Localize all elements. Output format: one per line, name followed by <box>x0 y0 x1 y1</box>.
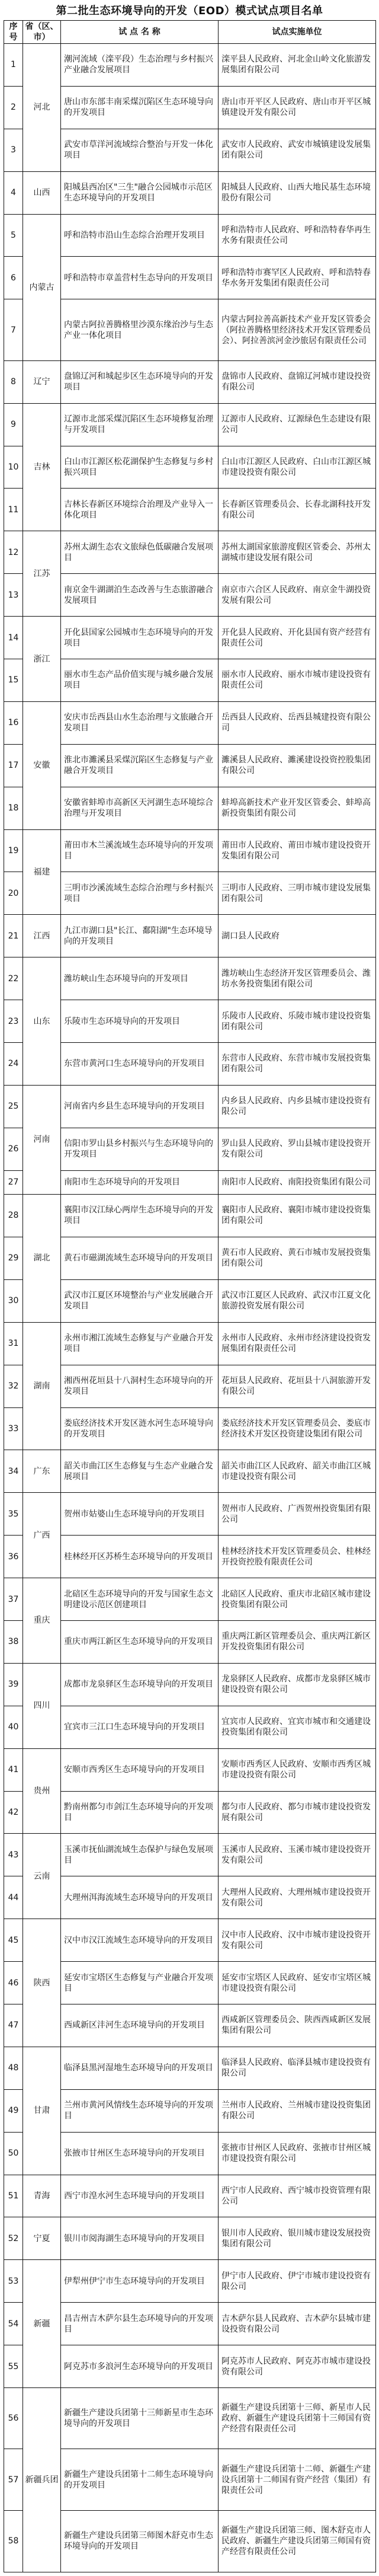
row-index: 8 <box>4 360 23 403</box>
row-index: 57 <box>4 2449 23 2510</box>
row-index: 16 <box>4 701 23 744</box>
row-index: 33 <box>4 1407 23 1450</box>
row-project-name: 吉林长春新区环境综合治理及产业导入一体化项目 <box>61 489 219 531</box>
row-project-name: 乐陵市生态环境导向的开发项目 <box>61 1000 219 1043</box>
row-index: 28 <box>4 1195 23 1237</box>
table-row <box>4 701 376 744</box>
row-index: 20 <box>4 872 23 915</box>
row-implementing-unit: 永州市人民政府、永州市经济建设投资发展集团有限责任公司 <box>219 1322 376 1365</box>
row-index: 45 <box>4 1919 23 1962</box>
row-province: 湖南 <box>23 1322 61 1450</box>
row-project-name: 开化县国家公园城市生态环境导向的开发项目 <box>61 617 219 659</box>
row-index: 22 <box>4 957 23 1000</box>
row-implementing-unit: 新疆生产建设兵团第十二师、新疆生产建设兵团第十二师国有资产经营（集团）有限责任公司 <box>219 2449 376 2510</box>
row-province: 贵州 <box>23 1748 61 1834</box>
row-index: 37 <box>4 1578 23 1621</box>
table-row <box>4 1450 376 1493</box>
table-row <box>4 829 376 872</box>
row-project-name: 安徽省蚌埠市高新区天河湖生态环境综合治理与开发项目 <box>61 787 219 829</box>
row-index: 10 <box>4 446 23 489</box>
row-implementing-unit: 辽源市人民政府、辽源绿色生态建设有限公司 <box>219 403 376 446</box>
row-project-name: 东营市黄河口生态环境导向的开发项目 <box>61 1043 219 1086</box>
row-project-name: 新疆生产建设兵团第三师图木舒克市生态环境导向的开发项目 <box>61 2510 219 2572</box>
row-index: 46 <box>4 1962 23 2004</box>
row-index: 41 <box>4 1748 23 1791</box>
row-implementing-unit: 汉中市人民政府、汉中市城市建设投资开发有限公司 <box>219 1919 376 1962</box>
table-row <box>4 403 376 446</box>
row-implementing-unit: 银川市人民政府、银川城市建设发展投资集团有限公司 <box>219 2217 376 2260</box>
row-project-name: 盘锦辽河和城起步区生态环境导向的开发项目 <box>61 360 219 403</box>
row-index: 9 <box>4 403 23 446</box>
page-title: 第二批生态环境导向的开发（EOD）模式试点项目名单 <box>56 5 323 17</box>
row-project-name: 三明市沙溪流域生态综合治理与乡村振兴项目 <box>61 872 219 915</box>
row-implementing-unit: 韶关市曲江区人民政府、韶关市曲江区城市建设投资有限公司 <box>219 1450 376 1493</box>
row-implementing-unit: 宜宾市人民政府、宜宾市城市和交通建设投资集团有限公司 <box>219 1706 376 1748</box>
row-project-name: 韶关市曲江区生态修复与生态产业融合发展项目 <box>61 1450 219 1493</box>
table-row <box>4 531 376 574</box>
row-province: 吉林 <box>23 403 61 531</box>
row-project-name: 阿克苏市多浪河生态环境导向的开发项目 <box>61 2345 219 2388</box>
row-province: 辽宁 <box>23 360 61 403</box>
row-province: 湖北 <box>23 1195 61 1323</box>
row-project-name: 兰州市黄河风情线生态环境导向的开发项目 <box>61 2089 219 2132</box>
row-implementing-unit: 玉溪市人民政府、玉溪市城市建设投资开发有限公司 <box>219 1834 376 1876</box>
row-project-name: 北碚区生态环境导向的开发与国家生态文明建设示范区创建项目 <box>61 1578 219 1621</box>
header-project-name: 试 点 名 称 <box>61 21 219 44</box>
row-implementing-unit: 阿克苏市人民政府、阿克苏市城市建设投资有限公司 <box>219 2345 376 2388</box>
row-implementing-unit: 伊宁市人民政府、伊宁市城市建设投资有限公司 <box>219 2260 376 2303</box>
row-implementing-unit: 黄石市人民政府、黄石市城市发展投资集团有限公司 <box>219 1237 376 1279</box>
row-province: 内蒙古 <box>23 214 61 360</box>
row-index: 21 <box>4 915 23 957</box>
row-implementing-unit: 龙泉驿区人民政府、成都市龙泉驿区城市建设投资有限公司 <box>219 1663 376 1706</box>
row-project-name: 潍坊峡山生态环境导向的开发项目 <box>61 957 219 1000</box>
row-implementing-unit: 延安市宝塔区人民政府、延安市宝塔区城市建设投资有限公司 <box>219 1962 376 2004</box>
row-implementing-unit: 新疆生产建设兵团第十三师、新星市人民政府、新疆生产建设兵团第十三师国有资产经营有限责任公司 <box>219 2387 376 2449</box>
row-implementing-unit: 西宁市人民政府、西宁城市投资管理有限公司 <box>219 2175 376 2217</box>
table-row <box>4 915 376 957</box>
row-index: 29 <box>4 1237 23 1279</box>
row-index: 3 <box>4 129 23 171</box>
row-index: 12 <box>4 531 23 574</box>
project-table <box>4 20 376 2572</box>
row-implementing-unit: 盘锦市人民政府、盘锦辽河城市建设投资有限公司 <box>219 360 376 403</box>
row-index: 40 <box>4 1706 23 1748</box>
row-implementing-unit: 阳城县人民政府、山西大地民基生态环境股份有限公司 <box>219 171 376 214</box>
row-implementing-unit: 岳西县人民政府、岳西县城建投资有限公司 <box>219 701 376 744</box>
row-project-name: 苏州太湖生态农文旅绿色低碳融合发展项目 <box>61 531 219 574</box>
row-index: 25 <box>4 1085 23 1128</box>
row-implementing-unit: 开化县人民政府、开化县国有资产经营有限责任公司 <box>219 617 376 659</box>
row-implementing-unit: 南京市六合区人民政府、南京金牛湖投资发展有限公司 <box>219 574 376 617</box>
row-index: 27 <box>4 1170 23 1194</box>
row-project-name: 新疆生产建设兵团第十三师新星市生态环境导向的开发项目 <box>61 2387 219 2449</box>
row-project-name: 永州市湘江流域生态修复与产业融合开发项目 <box>61 1322 219 1365</box>
row-project-name: 白山市江源区松花湖保护生态修复与乡村振兴项目 <box>61 446 219 489</box>
row-implementing-unit: 潍坊峡山生态经济开发区管理委员会、潍坊水务投资集团有限公司 <box>219 957 376 1000</box>
table-row <box>4 360 376 403</box>
table-row <box>4 2217 376 2260</box>
row-province: 宁夏 <box>23 2217 61 2260</box>
row-index: 5 <box>4 214 23 257</box>
table-row <box>4 617 376 659</box>
row-implementing-unit: 内乡县人民政府、内乡县城市建设投资有限公司 <box>219 1085 376 1128</box>
table-row <box>4 957 376 1000</box>
row-index: 55 <box>4 2345 23 2388</box>
row-index: 32 <box>4 1365 23 1407</box>
row-project-name: 信阳市罗山县乡村振兴与生态环境导向的开发项目 <box>61 1128 219 1170</box>
row-project-name: 安顺市西秀区生态环境导向的开发项目 <box>61 1748 219 1791</box>
row-project-name: 九江市湖口县"长江、鄱阳湖"生态环境导向的开发项目 <box>61 915 219 957</box>
row-implementing-unit: 罗山县人民政府、罗山县城市建设投资开发有限公司 <box>219 1128 376 1170</box>
row-implementing-unit: 丽水市人民政府、丽水市城市建设投资有限责任公司 <box>219 659 376 702</box>
row-project-name: 黄石市磁湖流域生态环境导向的开发项目 <box>61 1237 219 1279</box>
header-index: 序号 <box>4 21 23 44</box>
row-index: 42 <box>4 1791 23 1834</box>
table-row <box>4 171 376 214</box>
row-project-name: 西咸新区沣河生态环境导向的开发项目 <box>61 2004 219 2047</box>
row-implementing-unit: 贺州市人民政府、广西贺州投资集团有限公司 <box>219 1493 376 1536</box>
row-implementing-unit: 安顺市西秀区人民政府、安顺市西秀区城市建设投资有限公司 <box>219 1748 376 1791</box>
table-row <box>4 2387 376 2449</box>
row-implementing-unit: 武汉市江夏区人民政府、武汉市江夏文化旅游投资发展有限公司 <box>219 1279 376 1322</box>
row-project-name: 西宁市湟水河生态环境导向的开发项目 <box>61 2175 219 2217</box>
row-province: 浙江 <box>23 617 61 702</box>
row-index: 43 <box>4 1834 23 1876</box>
row-project-name: 玉溪市抚仙湖流域生态保护与绿色发展项目 <box>61 1834 219 1876</box>
table-row <box>4 214 376 257</box>
row-province: 新疆兵团 <box>23 2387 61 2572</box>
row-implementing-unit: 大理州人民政府、大理州城市建设投资开发有限公司 <box>219 1876 376 1919</box>
row-project-name: 张掖市甘州区生态环境导向的开发项目 <box>61 2132 219 2175</box>
row-project-name: 内蒙古阿拉善腾格里沙漠东缘治沙与生态产业一体化项目 <box>61 299 219 360</box>
row-implementing-unit: 南阳市人民政府、南阳投资集团有限公司 <box>219 1170 376 1194</box>
row-implementing-unit: 兰州市人民政府、兰州城市建设投资集团有限公司 <box>219 2089 376 2132</box>
row-project-name: 重庆市两江新区生态环境导向的开发项目 <box>61 1620 219 1663</box>
row-index: 11 <box>4 489 23 531</box>
row-implementing-unit: 东营市人民政府、东营市城市发展投资集团有限公司 <box>219 1043 376 1086</box>
row-index: 34 <box>4 1450 23 1493</box>
row-province: 甘肃 <box>23 2047 61 2175</box>
row-implementing-unit: 娄底经济技术开发区管理委员会、娄底市经济技术开发区投资建设集团有限公司 <box>219 1407 376 1450</box>
row-index: 18 <box>4 787 23 829</box>
table-row <box>4 1578 376 1621</box>
row-province: 新疆 <box>23 2260 61 2388</box>
row-index: 23 <box>4 1000 23 1043</box>
row-province: 安徽 <box>23 701 61 829</box>
table-row <box>4 44 376 87</box>
row-project-name: 阳城县西冶区"三生"融合公园城市示范区生态环境导向的开发项目 <box>61 171 219 214</box>
table-row <box>4 1085 376 1128</box>
row-project-name: 襄阳市汉江绿心两岸生态环境导向的开发项目 <box>61 1195 219 1237</box>
row-province: 广东 <box>23 1450 61 1493</box>
header-row <box>4 21 376 44</box>
header-implementing-unit: 试点实施单位 <box>219 21 376 44</box>
row-implementing-unit: 武安市人民政府、武安市城镇建设发展集团有限公司 <box>219 129 376 171</box>
row-index: 1 <box>4 44 23 87</box>
table-body <box>4 44 376 2572</box>
row-province: 山东 <box>23 957 61 1086</box>
row-index: 35 <box>4 1493 23 1536</box>
row-index: 50 <box>4 2132 23 2175</box>
row-province: 江苏 <box>23 531 61 617</box>
table-row <box>4 1834 376 1876</box>
table-row <box>4 1919 376 1962</box>
row-implementing-unit: 新疆生产建设兵团第三师、图木舒克市人民政府、新疆生产建设兵团第三师国有资产经营有限责任公司 <box>219 2510 376 2572</box>
row-project-name: 昌吉州吉木萨尔县生态环境导向的开发项目 <box>61 2303 219 2345</box>
row-project-name: 汉中市汉江流域生态环境导向的开发项目 <box>61 1919 219 1962</box>
row-project-name: 银川市阅海湖生态环境导向的开发项目 <box>61 2217 219 2260</box>
row-project-name: 宜宾市三江口生态环境导向的开发项目 <box>61 1706 219 1748</box>
row-project-name: 临泽县黑河湿地生态环境导向的开发项目 <box>61 2047 219 2089</box>
row-province: 福建 <box>23 829 61 915</box>
row-implementing-unit: 临泽县人民政府、临泽县城市建设投资有限公司 <box>219 2047 376 2089</box>
row-implementing-unit: 长春新区管理委员会、长春北湖科技开发有限公司 <box>219 489 376 531</box>
row-index: 48 <box>4 2047 23 2089</box>
row-index: 58 <box>4 2510 23 2572</box>
row-province: 江西 <box>23 915 61 957</box>
table-row <box>4 1748 376 1791</box>
row-implementing-unit: 乐陵市人民政府、乐陵市城市建设投资集团有限公司 <box>219 1000 376 1043</box>
row-project-name: 呼和浩特市沿山生态综合治理开发项目 <box>61 214 219 257</box>
row-index: 26 <box>4 1128 23 1170</box>
row-project-name: 南阳市生态环境导向的开发项目 <box>61 1170 219 1194</box>
row-implementing-unit: 湖口县人民政府 <box>219 915 376 957</box>
row-project-name: 呼和浩特市章盖营村生态导向的开发项目 <box>61 257 219 299</box>
row-index: 4 <box>4 171 23 214</box>
row-province: 云南 <box>23 1834 61 1919</box>
row-index: 36 <box>4 1536 23 1578</box>
row-index: 2 <box>4 86 23 129</box>
row-index: 44 <box>4 1876 23 1919</box>
row-implementing-unit: 呼和浩特市赛罕区人民政府、呼和浩特春华水务开发集团有限责任公司 <box>219 257 376 299</box>
row-project-name: 淮北市濉溪县采煤沉陷区生态修复与产业融合开发项目 <box>61 744 219 787</box>
row-implementing-unit: 唐山市开平区人民政府、唐山市开平区城镇建设开发有限公司 <box>219 86 376 129</box>
row-province: 广西 <box>23 1493 61 1578</box>
row-project-name: 辽源市北部采煤沉陷区生态环境修复治理与开发项目 <box>61 403 219 446</box>
row-project-name: 娄底经济技术开发区涟水河生态环境导向的开发项目 <box>61 1407 219 1450</box>
row-implementing-unit: 蚌埠高新技术产业开发区管委会、蚌埠高新投资集团有限公司 <box>219 787 376 829</box>
row-project-name: 大理州洱海流域生态环境导向的开发项目 <box>61 1876 219 1919</box>
row-implementing-unit: 吉木萨尔县人民政府、吉木萨尔县城市建设投资有限公司 <box>219 2303 376 2345</box>
row-index: 31 <box>4 1322 23 1365</box>
row-implementing-unit: 西咸新区管理委员会、陕西西咸新区发展集团有限公司 <box>219 2004 376 2047</box>
row-project-name: 河南省内乡县生态环境导向的开发项目 <box>61 1085 219 1128</box>
row-index: 54 <box>4 2303 23 2345</box>
row-index: 15 <box>4 659 23 702</box>
row-province: 四川 <box>23 1663 61 1748</box>
row-implementing-unit: 内蒙古阿拉善高新技术产业开发区管委会（阿拉善腾格里经济技术开发区管理委员会）、阿拉善滨河金沙旅居有限责任公司 <box>219 299 376 360</box>
row-project-name: 武安市草洋河流域综合整治与开发一体化项目 <box>61 129 219 171</box>
table-row <box>4 1663 376 1706</box>
row-index: 19 <box>4 829 23 872</box>
row-index: 6 <box>4 257 23 299</box>
row-index: 56 <box>4 2387 23 2449</box>
row-implementing-unit: 襄阳市人民政府、襄阳市城市建设投资集团有限公司 <box>219 1195 376 1237</box>
table-row <box>4 1195 376 1237</box>
row-implementing-unit: 桂林经济技术开发区管理委员会、桂林经开投资控股有限责任公司 <box>219 1536 376 1578</box>
row-project-name: 新疆生产建设兵团第十二师生态环境导向的开发项目 <box>61 2449 219 2510</box>
table-row <box>4 2175 376 2217</box>
header-province: 省（区、市） <box>23 21 61 44</box>
row-index: 30 <box>4 1279 23 1322</box>
row-project-name: 贺州市姑婆山生态环境导向的开发项目 <box>61 1493 219 1536</box>
row-project-name: 安庆市岳西县山水生态治理与文旅融合开发项目 <box>61 701 219 744</box>
row-project-name: 南京金牛湖湖泊生态改善与生态旅游融合发展项目 <box>61 574 219 617</box>
row-index: 14 <box>4 617 23 659</box>
row-project-name: 武汉市江夏区环境整治与产业发展融合开发项目 <box>61 1279 219 1322</box>
row-implementing-unit: 滦平县人民政府、河北金山岭文化旅游发展集团有限公司 <box>219 44 376 87</box>
row-index: 47 <box>4 2004 23 2047</box>
row-project-name: 莆田市木兰溪流域生态环境导向的开发项目 <box>61 829 219 872</box>
row-implementing-unit: 苏州太湖国家旅游度假区管委会、苏州太湖城市建设发展有限公司 <box>219 531 376 574</box>
row-index: 51 <box>4 2175 23 2217</box>
table-row <box>4 2260 376 2303</box>
row-implementing-unit: 呼和浩特市人民政府、呼和浩特春华再生水务有限责任公司 <box>219 214 376 257</box>
row-project-name: 唐山市东部丰南采煤沉陷区生态环境导向的开发项目 <box>61 86 219 129</box>
row-implementing-unit: 重庆两江新区管理委员会、重庆两江新区开发投资集团有限公司 <box>219 1620 376 1663</box>
row-implementing-unit: 都匀市人民政府、都匀市城市建设投资发展有限公司 <box>219 1791 376 1834</box>
row-index: 53 <box>4 2260 23 2303</box>
row-province: 山西 <box>23 171 61 214</box>
row-index: 38 <box>4 1620 23 1663</box>
row-implementing-unit: 莆田市人民政府、莆田市城市建设投资开发集团有限公司 <box>219 829 376 872</box>
row-project-name: 潮河流域（滦平段）生态治理与乡村振兴产业融合发展项目 <box>61 44 219 87</box>
row-index: 7 <box>4 299 23 360</box>
row-province: 河北 <box>23 44 61 172</box>
row-index: 49 <box>4 2089 23 2132</box>
row-index: 24 <box>4 1043 23 1086</box>
row-project-name: 伊犁州伊宁市生态环境导向的开发项目 <box>61 2260 219 2303</box>
row-project-name: 黔南州都匀市剑江生态环境导向的开发项目 <box>61 1791 219 1834</box>
row-index: 13 <box>4 574 23 617</box>
row-project-name: 延安市宝塔区生态修复与产业融合开发项目 <box>61 1962 219 2004</box>
row-project-name: 湘西州花垣县十八洞村生态环境导向的开发项目 <box>61 1365 219 1407</box>
row-implementing-unit: 濉溪县人民政府、濉溪建设投资控股集团有限公司 <box>219 744 376 787</box>
row-province: 青海 <box>23 2175 61 2217</box>
row-project-name: 成都市龙泉驿区生态环境导向的开发项目 <box>61 1663 219 1706</box>
row-province: 河南 <box>23 1085 61 1194</box>
row-implementing-unit: 花垣县人民政府、花垣县十八洞旅游开发有限公司 <box>219 1365 376 1407</box>
table-row <box>4 1493 376 1536</box>
row-implementing-unit: 北碚区人民政府、重庆市北碚区城市建设投资集团有限公司 <box>219 1578 376 1621</box>
table-row <box>4 1322 376 1365</box>
table-row <box>4 2047 376 2089</box>
row-index: 39 <box>4 1663 23 1706</box>
row-province: 陕西 <box>23 1919 61 2047</box>
row-index: 52 <box>4 2217 23 2260</box>
row-project-name: 丽水市生态产品价值实现与城乡融合发展项目 <box>61 659 219 702</box>
row-implementing-unit: 白山市江源区人民政府、白山市江源区城市建设投资有限公司 <box>219 446 376 489</box>
row-project-name: 桂林经开区苏桥生态环境导向的开发项目 <box>61 1536 219 1578</box>
row-implementing-unit: 三明市人民政府、三明市城市建设发展集团有限公司 <box>219 872 376 915</box>
row-province: 重庆 <box>23 1578 61 1664</box>
row-implementing-unit: 张掖市甘州区人民政府、张掖市甘州区城市建设投资有限公司 <box>219 2132 376 2175</box>
row-index: 17 <box>4 744 23 787</box>
